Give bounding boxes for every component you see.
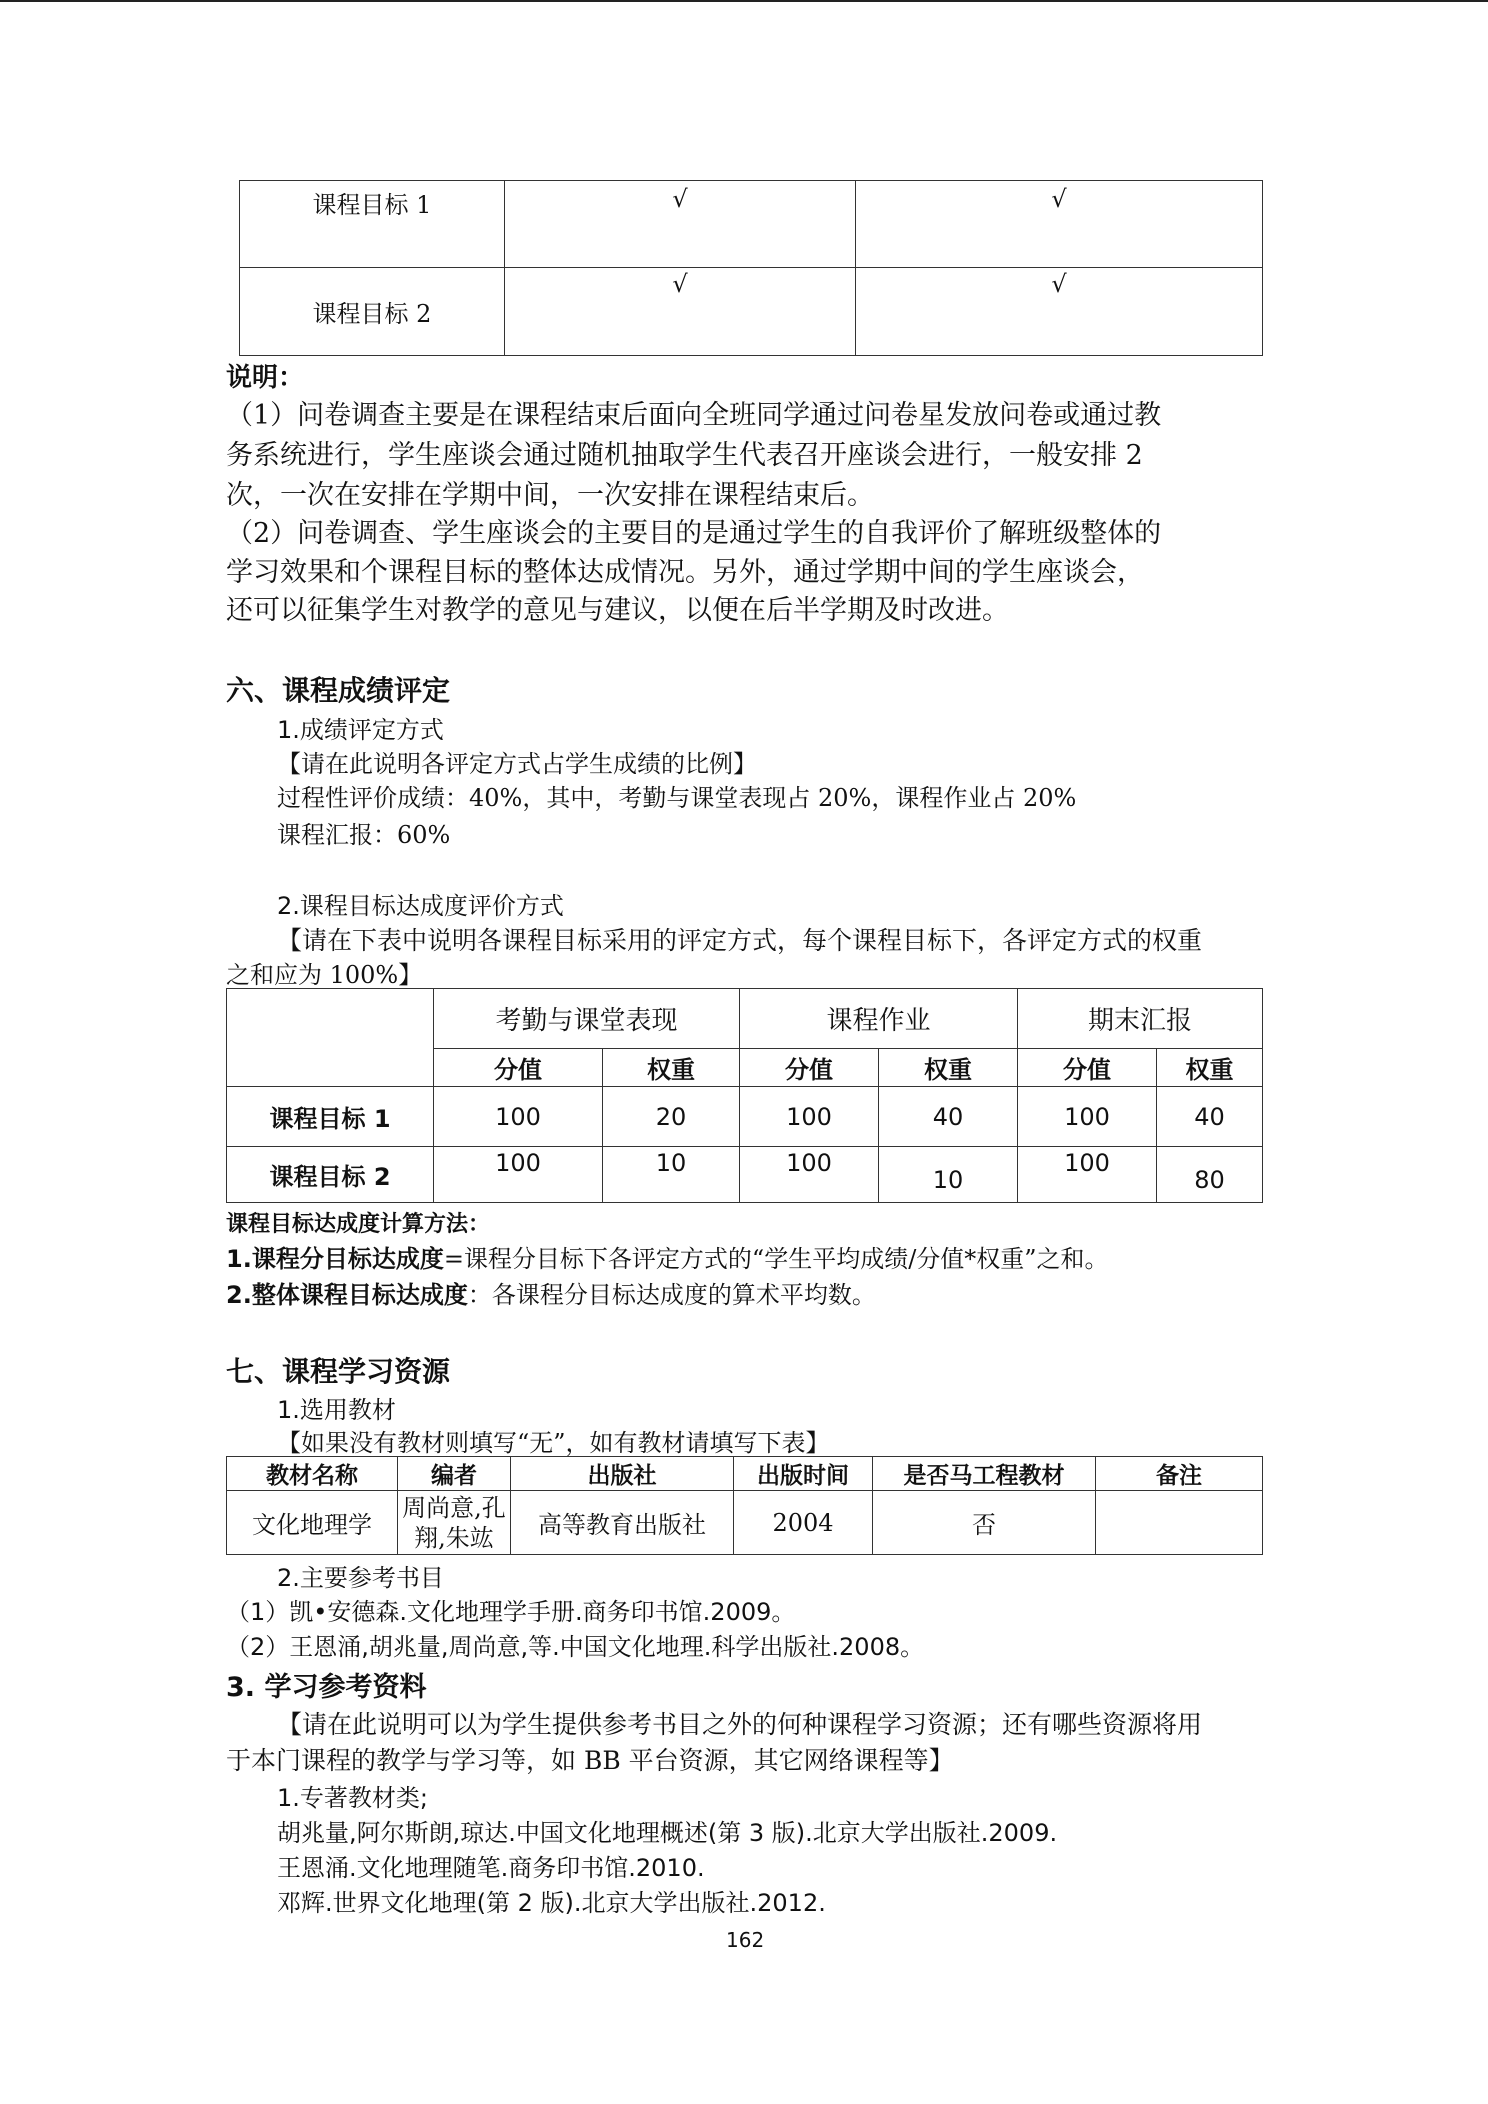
- textbook-note: [1096, 1491, 1263, 1555]
- calc-line1: [226, 1239, 1109, 1274]
- cell-value: 10: [879, 1147, 1018, 1203]
- section6-hint2-line2: 之和应为 100%】: [226, 961, 423, 989]
- section7-sub1: 1.选用教材: [277, 1396, 396, 1424]
- cell-value: 10: [603, 1147, 740, 1203]
- notes-p2-line2: 学习效果和个课程目标的整体达成情况。另外，通过学期中间的学生座谈会，: [226, 557, 1144, 588]
- table-header-row: [227, 989, 1263, 1049]
- check-mark: √: [505, 181, 856, 268]
- cell-value: 40: [879, 1087, 1018, 1147]
- section6-hint2-line1: 【请在下表中说明各课程目标采用的评定方式，每个课程目标下，各评定方式的权重: [277, 926, 1203, 955]
- section7-heading: 七、课程学习资源: [226, 1355, 451, 1388]
- section6-heading: 六、课程成绩评定: [226, 674, 451, 707]
- editor-line: 周尚意,孔: [402, 1493, 506, 1522]
- section7-hint3-line2: 于本门课程的教学与学习等，如 BB 平台资源，其它网络课程等】: [226, 1746, 954, 1775]
- cell-value: 100: [1018, 1087, 1157, 1147]
- textbook-editor: [398, 1491, 511, 1555]
- section6-sub1: 1.成绩评定方式: [277, 716, 444, 744]
- cell-value: 20: [603, 1087, 740, 1147]
- row-label: 课程目标 2: [227, 1147, 434, 1203]
- evaluation-method-table: [239, 180, 1263, 356]
- corner-cell: [227, 989, 434, 1087]
- cell-value: 100: [434, 1147, 603, 1203]
- textbook-table: [226, 1456, 1263, 1555]
- section7-sub3: 3. 学习参考资料: [226, 1672, 427, 1703]
- cell-value: 100: [1018, 1147, 1157, 1203]
- book-2: 王恩涌.文化地理随笔.商务印书馆.2010.: [277, 1854, 705, 1882]
- editor-line: 翔,朱竑: [414, 1523, 494, 1552]
- table-row: [240, 268, 1263, 356]
- section7-hint1: 【如果没有教材则填写“无”，如有教材请填写下表】: [277, 1429, 830, 1457]
- cell-value: 100: [740, 1087, 879, 1147]
- column-header: 出版社: [511, 1457, 734, 1491]
- column-header: 教材名称: [227, 1457, 398, 1491]
- cell-value: 40: [1157, 1087, 1263, 1147]
- grading-line1: 过程性评价成绩：40%，其中，考勤与课堂表现占 20%，课程作业占 20%: [277, 784, 1077, 812]
- notes-title: 说明：: [226, 363, 305, 393]
- table-row: [227, 1147, 1263, 1203]
- notes-p1-line2: 务系统进行，学生座谈会通过随机抽取学生代表召开座谈会进行，一般安排 2: [226, 440, 1143, 471]
- section7-hint3-line1: 【请在此说明可以为学生提供参考书目之外的何种课程学习资源；还有哪些资源将用: [277, 1710, 1203, 1739]
- table-row: [227, 1491, 1263, 1555]
- textbook-name: 文化地理学: [227, 1491, 398, 1555]
- notes-p1-line1: （1）问卷调查主要是在课程结束后面向全班同学通过问卷星发放问卷或通过教: [226, 400, 1162, 431]
- notes-p2-line1: （2）问卷调查、学生座谈会的主要目的是通过学生的自我评价了解班级整体的: [226, 518, 1162, 549]
- subheader: 权重: [603, 1049, 740, 1087]
- subheader: 分值: [1018, 1049, 1157, 1087]
- section7-sub2: 2.主要参考书目: [277, 1564, 444, 1592]
- table-header-row: [227, 1457, 1263, 1491]
- calc1-term: 1.课程分目标达成度: [226, 1245, 444, 1273]
- notes-p1-line3: 次，一次在安排在学期中间，一次安排在课程结束后。: [226, 480, 874, 511]
- section6-sub2: 2.课程目标达成度评价方式: [277, 892, 564, 920]
- calc1-definition: =课程分目标下各评定方式的“学生平均成绩/分值*权重”之和。: [443, 1245, 1109, 1273]
- reference-2: （2）王恩涌,胡兆量,周尚意,等.中国文化地理.科学出版社.2008。: [226, 1633, 925, 1661]
- subheader: 分值: [434, 1049, 603, 1087]
- check-mark: √: [856, 268, 1263, 356]
- textbook-mgc: 否: [873, 1491, 1096, 1555]
- subheader: 权重: [879, 1049, 1018, 1087]
- book-3: 邓辉.世界文化地理(第 2 版).北京大学出版社.2012.: [277, 1889, 826, 1917]
- category-1: 1.专著教材类;: [277, 1784, 428, 1812]
- row-label: 课程目标 1: [227, 1087, 434, 1147]
- top-border: [0, 0, 1488, 2]
- table-row: [227, 1087, 1263, 1147]
- calc2-term: 2.整体课程目标达成度: [226, 1281, 468, 1309]
- book-1: 胡兆量,阿尔斯朗,琼达.中国文化地理概述(第 3 版).北京大学出版社.2009.: [277, 1819, 1058, 1847]
- group-header: 课程作业: [740, 989, 1018, 1049]
- notes-p2-line3: 还可以征集学生对教学的意见与建议，以便在后半学期及时改进。: [226, 595, 1009, 626]
- column-header: 备注: [1096, 1457, 1263, 1491]
- column-header: 是否马工程教材: [873, 1457, 1096, 1491]
- cell-value: 100: [740, 1147, 879, 1203]
- textbook-publisher: 高等教育出版社: [511, 1491, 734, 1555]
- cell-value: 80: [1157, 1147, 1263, 1203]
- page-number: 162: [726, 1928, 765, 1952]
- objective-weight-table: [226, 988, 1263, 1203]
- textbook-year: 2004: [734, 1491, 873, 1555]
- subheader: 权重: [1157, 1049, 1263, 1087]
- reference-1: （1）凯•安德森.文化地理学手册.商务印书馆.2009。: [226, 1598, 796, 1626]
- calc2-definition: ：各课程分目标达成度的算术平均数。: [467, 1281, 876, 1309]
- section6-hint1: 【请在此说明各评定方式占学生成绩的比例】: [277, 750, 757, 778]
- row-label: 课程目标 1: [240, 181, 505, 268]
- calc-title: 课程目标达成度计算方法：: [226, 1212, 491, 1237]
- column-header: 出版时间: [734, 1457, 873, 1491]
- cell-value: 100: [434, 1087, 603, 1147]
- column-header: 编者: [398, 1457, 511, 1491]
- grading-line2: 课程汇报：60%: [277, 821, 451, 849]
- group-header: 期末汇报: [1018, 989, 1263, 1049]
- group-header: 考勤与课堂表现: [434, 989, 740, 1049]
- row-label: 课程目标 2: [240, 268, 505, 356]
- subheader: 分值: [740, 1049, 879, 1087]
- check-mark: √: [856, 181, 1263, 268]
- table-row: [240, 181, 1263, 268]
- check-mark: √: [505, 268, 856, 356]
- calc-line2: [226, 1275, 876, 1310]
